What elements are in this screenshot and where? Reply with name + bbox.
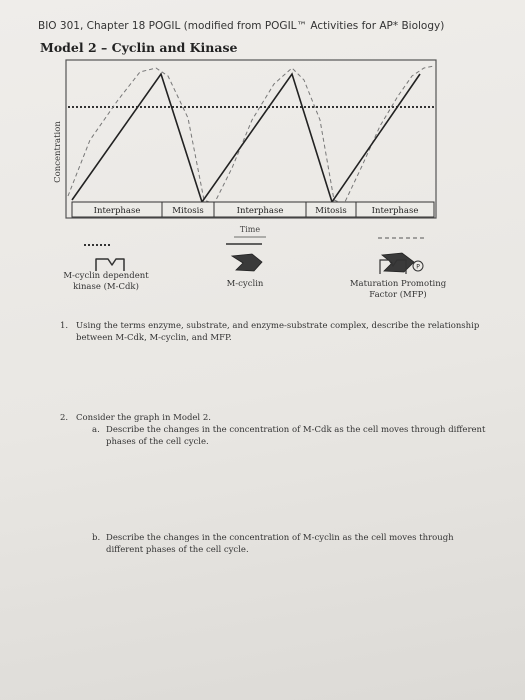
q2a-letter: a. [92,425,100,435]
y-axis-label: Concentration [53,121,63,183]
mfp-complex-icon [382,253,414,272]
q2-number: 2. [60,413,69,423]
phase-label: Interphase [93,206,141,216]
mcdk-label: M-cyclin dependent kinase (M-Cdk) [63,271,149,292]
q2a-text: Describe the changes in the concentration of M-Cdk as the cell moves through different phases of the cell cycle. [106,425,486,447]
phase-label: Mitosis [315,206,347,216]
q1-text: Using the terms enzyme, substrate, and enzyme-substrate complex, describe the relationship between M-Cdk, M-cyclin, and MFP. [76,321,480,343]
mcdk-shape-icon [96,259,124,271]
q2b-letter: b. [92,533,101,543]
q1-number: 1. [60,321,69,331]
mfp-label: Maturation Promoting Factor (MFP) [349,279,447,300]
mcyclin-shape-icon [232,254,262,271]
graph-frame [66,60,436,218]
q2-text: Consider the graph in Model 2. [76,413,211,423]
mcyclin-label: M-cyclin [226,279,264,289]
page-header: BIO 301, Chapter 18 POGIL (modified from POGIL™ Activities for AP* Biology) [38,20,445,32]
phosphate-label: P [416,263,420,271]
phase-label: Mitosis [172,206,204,216]
faint-pencil-mark [120,465,250,475]
model-title: Model 2 – Cyclin and Kinase [40,40,238,55]
mfp-complex-icon [380,253,423,274]
mcyclin-curve [72,74,420,202]
phase-label: Interphase [371,206,419,216]
x-axis-label: Time [239,225,261,234]
mfp-curve [68,66,434,204]
q2b-text: Describe the changes in the concentration of M-cyclin as the cell moves through different phases of the cell cycle. [106,533,454,555]
cell-cycle-graph [0,0,525,310]
phase-label: Interphase [236,206,284,216]
phase-bar [72,202,434,217]
